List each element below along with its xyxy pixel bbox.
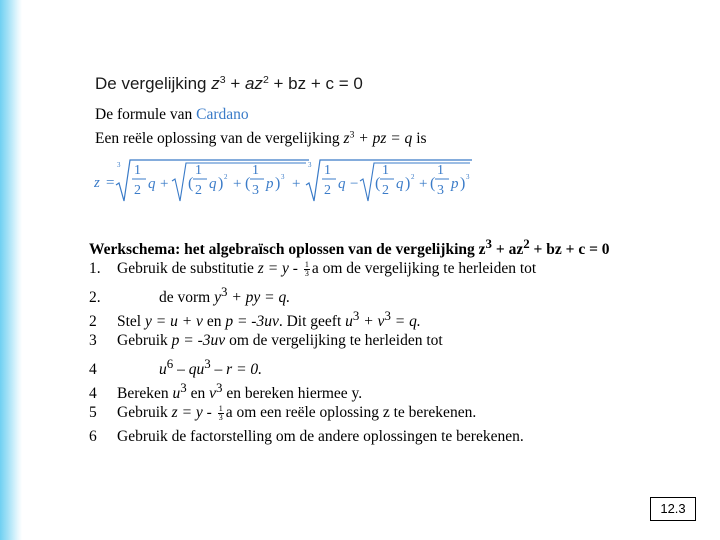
svg-text:(: (: [245, 175, 251, 192]
svg-text:1: 1: [324, 163, 331, 178]
svg-text:1: 1: [382, 163, 389, 178]
svg-text:+: +: [292, 176, 301, 192]
svg-text:1: 1: [195, 163, 202, 178]
svg-text:q: q: [148, 176, 156, 192]
intro-line-1: De formule van Cardano: [95, 106, 249, 123]
scheme-step: 3 Gebruik p = -3uv om de vergelijking te herleiden tot: [89, 332, 443, 349]
svg-text:(: (: [430, 175, 436, 192]
scheme-step: 4 $u^6 - qu^3 - r = 0$.: [89, 356, 263, 379]
svg-text:z: z: [94, 175, 100, 191]
scheme-step: 1. Gebruik de substitutie z = y - $\frac{1}{3}$ a om de vergelijking te herleiden tot: [89, 259, 537, 278]
svg-text:3: 3: [117, 161, 121, 169]
svg-text:1: 1: [134, 163, 141, 178]
svg-text:+: +: [160, 176, 169, 192]
svg-text:(: (: [375, 175, 381, 192]
svg-text:2: 2: [195, 183, 202, 198]
svg-text:3: 3: [281, 173, 285, 181]
svg-text:3: 3: [466, 173, 470, 181]
scheme-heading: Werkschema: het algebraïsch oplossen van de vergelijking $z^3 + az^2$ + bz + c = 0: [89, 236, 610, 259]
svg-text:−: −: [350, 176, 359, 192]
svg-text:3: 3: [308, 161, 312, 169]
svg-text:3: 3: [252, 183, 259, 198]
svg-text:(: (: [188, 175, 194, 192]
decorative-sidebar: [0, 0, 22, 540]
scheme-step: 6 Gebruik de factorstelling om de andere oplossingen te berekenen.: [89, 428, 524, 445]
slide-title: De vergelijking $z^3 + az^2$ + bz + c = 0: [95, 74, 363, 93]
svg-text:2: 2: [324, 183, 331, 198]
cardano-formula: [94, 157, 484, 207]
svg-text:1: 1: [437, 163, 444, 178]
svg-text:): ): [460, 175, 466, 192]
svg-text:q: q: [209, 176, 217, 192]
svg-text:): ): [405, 175, 411, 192]
svg-text:=: =: [106, 175, 115, 191]
svg-text:2: 2: [224, 173, 228, 181]
svg-text:+: +: [419, 176, 428, 192]
svg-text:q: q: [396, 176, 404, 192]
svg-text:2: 2: [382, 183, 389, 198]
svg-text:q: q: [338, 176, 346, 192]
intro-line-2: Een reële oplossing van de vergelijking $z^3$ + pz = q is: [95, 129, 427, 147]
cardano-name: Cardano: [196, 106, 249, 123]
svg-text:p: p: [451, 176, 459, 192]
svg-text:+: +: [233, 176, 242, 192]
scheme-step: 4 Bereken $u^3$ en $v^3$ en bereken hiermee y.: [89, 380, 363, 403]
scheme-step: 5 Gebruik z = y - $\frac{1}{3}$ a om een reële oplossing z te berekenen.: [89, 403, 477, 422]
svg-text:): ): [218, 175, 224, 192]
svg-text:p: p: [266, 176, 274, 192]
svg-text:3: 3: [437, 183, 444, 198]
svg-text:2: 2: [411, 173, 415, 181]
svg-text:1: 1: [252, 163, 259, 178]
svg-text:): ): [275, 175, 281, 192]
page-number: 12.3: [650, 497, 696, 521]
scheme-step: 2 Stel y = u + v en p = -3uv. Dit geeft $u^3 + v^3 = q$.: [89, 308, 421, 331]
svg-text:2: 2: [134, 183, 141, 198]
scheme-step: 2. de vorm $y^3$ + py = q.: [89, 284, 291, 307]
